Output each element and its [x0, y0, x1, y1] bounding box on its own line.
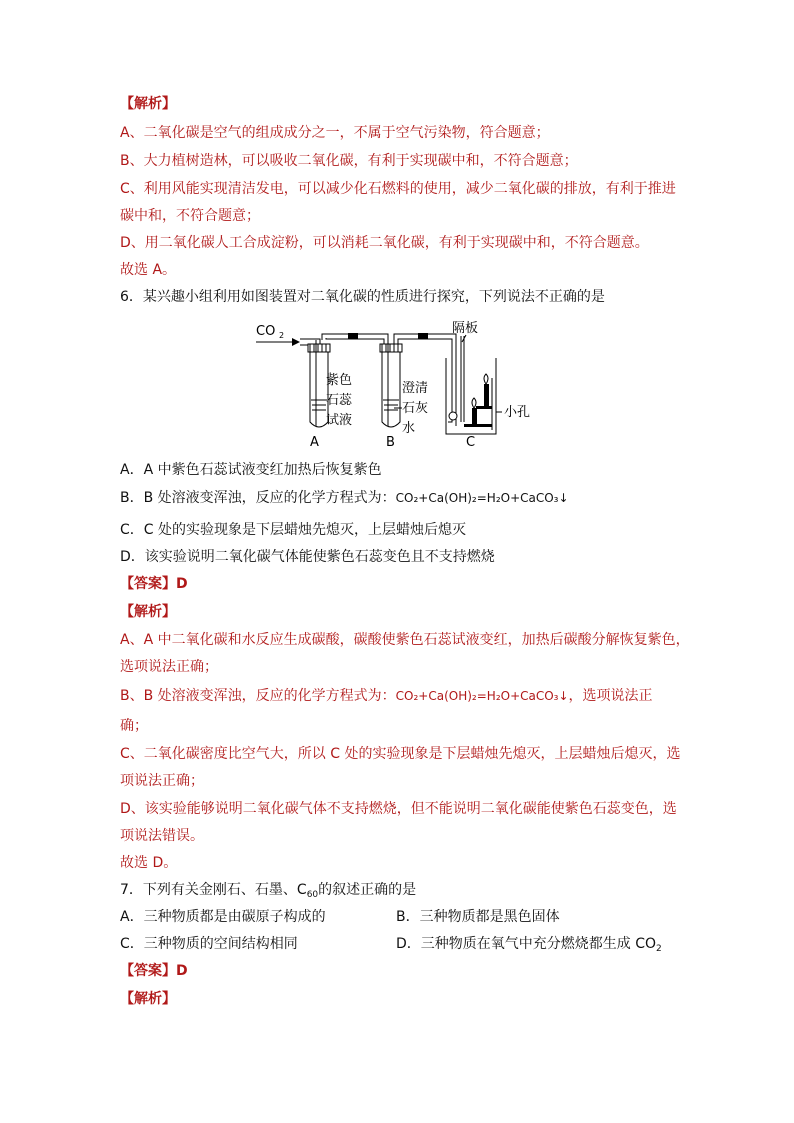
- q7-stem-sub: 60: [306, 890, 319, 900]
- tube-b-label-2: 石灰: [402, 401, 429, 416]
- q6-exp-3: [120, 686, 653, 706]
- q7-jiexi-head: 【解析】: [120, 991, 176, 1007]
- partition-label: 隔板: [452, 321, 479, 336]
- arrow-head-icon: [292, 338, 300, 346]
- q7-stem-post: 的叙述正确的是: [318, 882, 417, 898]
- tube-b: [382, 352, 400, 427]
- jiexi-head-1: 【解析】: [120, 96, 176, 112]
- q6-exp-6: 项说法正确；: [120, 773, 204, 789]
- q6-opt-b-equation: CO₂+Ca(OH)₂=H₂O+CaCO₃↓: [395, 491, 569, 505]
- q6-opt-b: [120, 488, 569, 508]
- q6-exp-7: D、该实验能够说明二氧化碳气体不支持燃烧，但不能说明二氧化碳能使紫色石蕊变色，选: [120, 801, 677, 817]
- q6-opt-d: D．该实验说明二氧化碳气体能使紫色石蕊变色且不支持燃烧: [120, 549, 495, 565]
- q6-exp-2: 选项说法正确；: [120, 659, 218, 675]
- co2-subscript: 2: [279, 331, 285, 340]
- jiexi-b: B、大力植树造林，可以吸收二氧化碳，有利于实现碳中和，不符合题意；: [120, 153, 578, 169]
- conclusion-1: 故选 A。: [120, 262, 177, 278]
- q6-opt-b-text: B．B 处溶液变浑浊，反应的化学方程式为：: [120, 490, 396, 506]
- tube-b-label-1: 澄清: [402, 381, 429, 396]
- q6-exp-3-text: B、B 处溶液变浑浊，反应的化学方程式为：: [120, 688, 396, 704]
- q6-exp-1: A、A 中二氧化碳和水反应生成碳酸，碳酸使紫色石蕊试液变红，加热后碳酸分解恢复紫色，: [120, 632, 690, 648]
- hole-label: 小孔: [504, 405, 531, 420]
- tube-a-label-1: 紫色: [326, 373, 353, 388]
- tube-a-label-2: 石蕊: [326, 393, 353, 408]
- letter-a: A: [310, 435, 319, 450]
- q7-opt-b: B．三种物质都是黑色固体: [396, 909, 560, 925]
- q7-opt-d-text: D．三种物质在氧气中充分燃烧都生成 CO: [396, 936, 657, 952]
- jiexi-d: D、用二氧化碳人工合成淀粉，可以消耗二氧化碳，有利于实现碳中和，不符合题意。: [120, 235, 649, 251]
- q6-jiexi-head: 【解析】: [120, 604, 176, 620]
- q6-opt-a: A．A 中紫色石蕊试液变红加热后恢复紫色: [120, 462, 382, 478]
- apparatus-figure: [250, 318, 540, 450]
- q7-opt-c: C．三种物质的空间结构相同: [120, 936, 298, 952]
- candle-lower: [472, 408, 477, 424]
- q7-answer: 【答案】D: [120, 963, 188, 979]
- q6-answer: 【答案】D: [120, 576, 188, 592]
- q7-opt-d: [396, 934, 662, 956]
- q7-opt-d-sub: 2: [656, 944, 662, 954]
- q7-opt-a: A．三种物质都是由碳原子构成的: [120, 909, 326, 925]
- q6-exp-3-equation: CO₂+Ca(OH)₂=H₂O+CaCO₃↓: [395, 689, 569, 703]
- q7-stem-pre: 7．下列有关金刚石、石墨、C: [120, 882, 307, 898]
- letter-c: C: [466, 435, 476, 450]
- q6-exp-8: 项说法错误。: [120, 828, 204, 844]
- q6-exp-4: 确；: [120, 718, 148, 734]
- candle-upper: [484, 384, 489, 406]
- q6-opt-c: C．C 处的实验现象是下层蜡烛先熄灭，上层蜡烛后熄灭: [120, 522, 466, 538]
- co2-label: CO: [256, 324, 276, 339]
- jiexi-c1: C、利用风能实现清洁发电，可以减少化石燃料的使用，减少二氧化碳的排放，有利于推进: [120, 181, 676, 197]
- jiexi-c2: 碳中和，不符合题意；: [120, 208, 260, 224]
- tube-b-label-3: 水: [402, 421, 416, 436]
- jiexi-a: A、二氧化碳是空气的组成成分之一，不属于空气污染物，符合题意；: [120, 125, 550, 141]
- q6-exp-3-post: ，选项说法正: [568, 688, 653, 704]
- q7-stem: [120, 880, 416, 902]
- tube-a-label-3: 试液: [326, 413, 353, 428]
- q6-exp-5: C、二氧化碳密度比空气大，所以 C 处的实验现象是下层蜡烛先熄灭，上层蜡烛后熄灭，选: [120, 746, 681, 762]
- letter-b: B: [386, 435, 395, 450]
- q6-conclusion: 故选 D。: [120, 855, 178, 871]
- q6-stem: 6．某兴趣小组利用如图装置对二氧化碳的性质进行探究，下列说法不正确的是: [120, 289, 605, 305]
